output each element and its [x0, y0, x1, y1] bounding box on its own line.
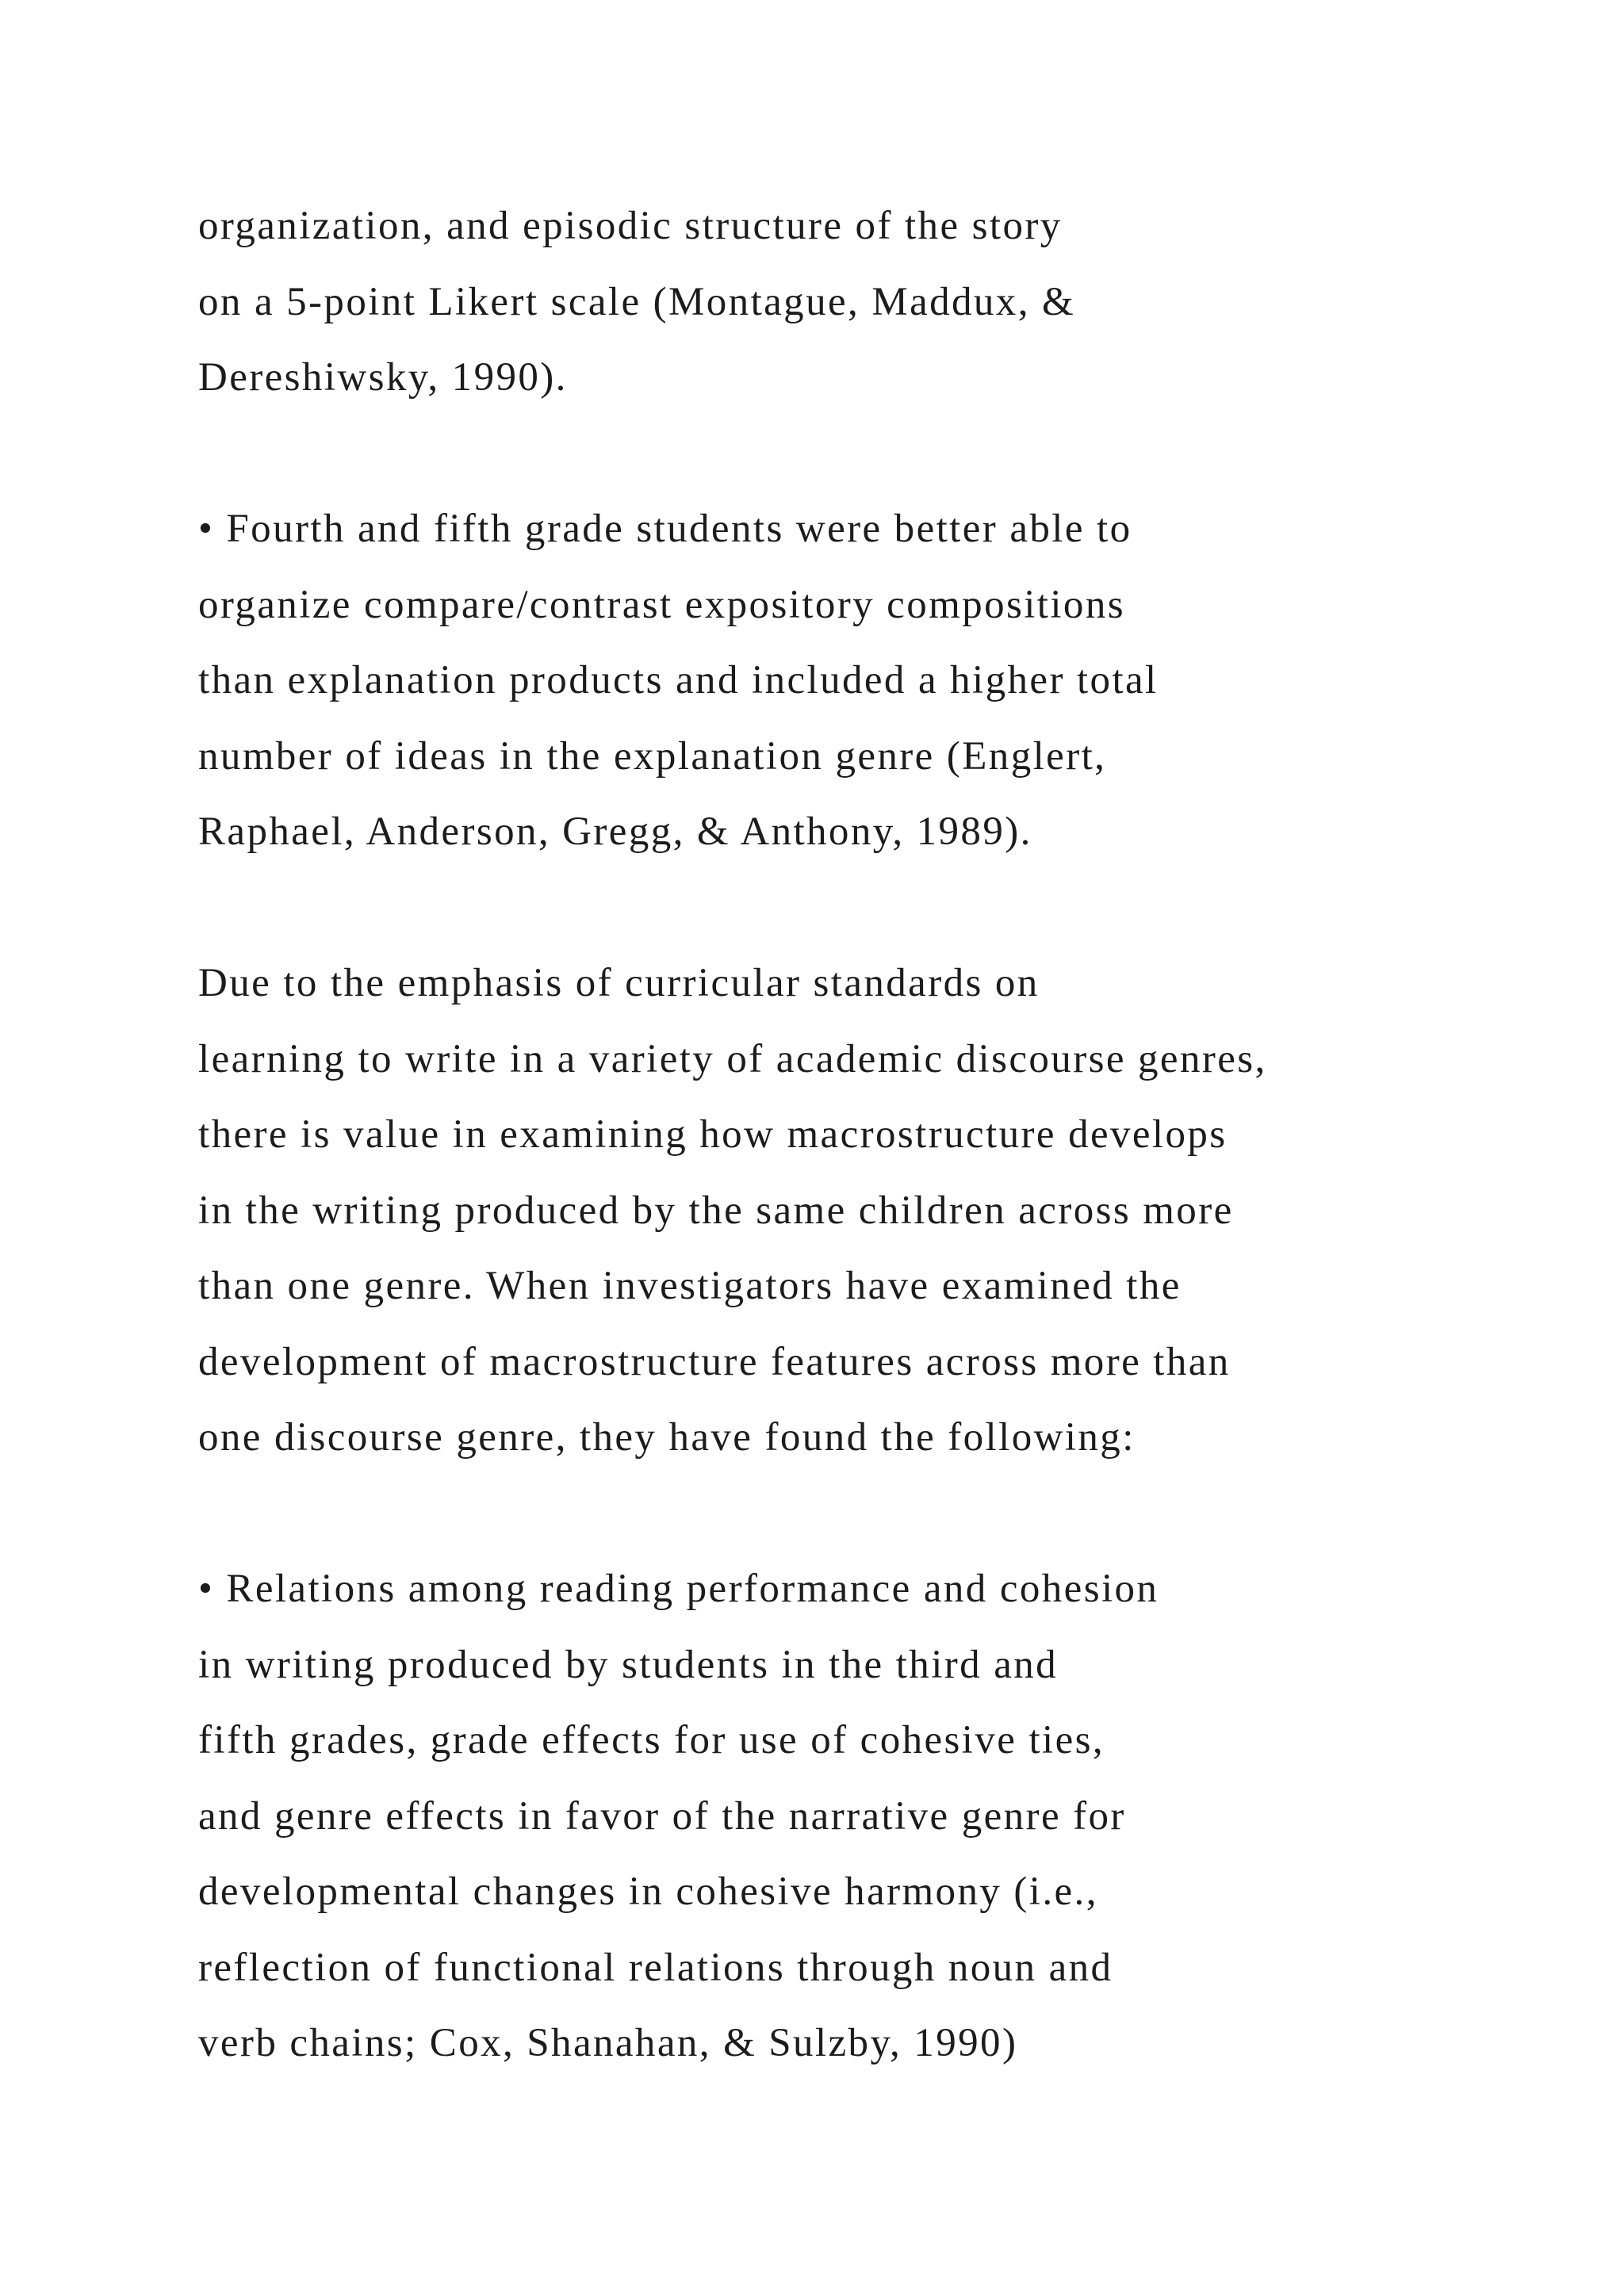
text-line: reflection of functional relations through noun and — [198, 1945, 1113, 1990]
document-body — [198, 189, 1610, 2157]
text-line: number of ideas in the explanation genre (Englert, — [198, 733, 1107, 779]
text-line: learning to write in a variety of academic discourse genres, — [198, 1036, 1267, 1081]
text-line: than one genre. When investigators have examined the — [198, 1264, 1182, 1308]
text-line: and genre effects in favor of the narrative genre for — [198, 1793, 1126, 1839]
text-line: organization, and episodic structure of the story — [198, 204, 1063, 248]
text-line: verb chains; Cox, Shanahan, & Sulzby, 1990) — [198, 2021, 1018, 2065]
paragraph-story-structure — [198, 189, 1610, 416]
text-line: development of macrostructure features across more than — [198, 1339, 1231, 1384]
text-line: one discourse genre, they have found the following: — [198, 1415, 1136, 1460]
text-line: developmental changes in cohesive harmony (i.e., — [198, 1869, 1098, 1914]
text-line: fifth grades, grade effects for use of cohesive ties, — [198, 1718, 1105, 1762]
text-line: in writing produced by students in the third and — [198, 1642, 1059, 1687]
text-line: Raphael, Anderson, Gregg, & Anthony, 1989). — [198, 809, 1032, 854]
text-line: Due to the emphasis of curricular standards on — [198, 961, 1040, 1005]
text-line: Dereshiwsky, 1990). — [198, 355, 568, 400]
bullet-reading-cohesion — [198, 1552, 1610, 2082]
text-line: than explanation products and included a higher total — [198, 658, 1159, 702]
text-line: on a 5-point Likert scale (Montague, Maddux, & — [198, 279, 1076, 324]
text-line: • Fourth and fifth grade students were better able to — [198, 507, 1132, 551]
text-line: organize compare/contrast expository compositions — [198, 582, 1125, 627]
text-line: there is value in examining how macrostructure develops — [198, 1112, 1228, 1157]
text-line: in the writing produced by the same children across more — [198, 1188, 1234, 1233]
paragraph-curricular-standards — [198, 946, 1610, 1476]
bullet-fourth-fifth-grade — [198, 492, 1610, 871]
text-line: • Relations among reading performance and cohesion — [198, 1567, 1159, 1611]
